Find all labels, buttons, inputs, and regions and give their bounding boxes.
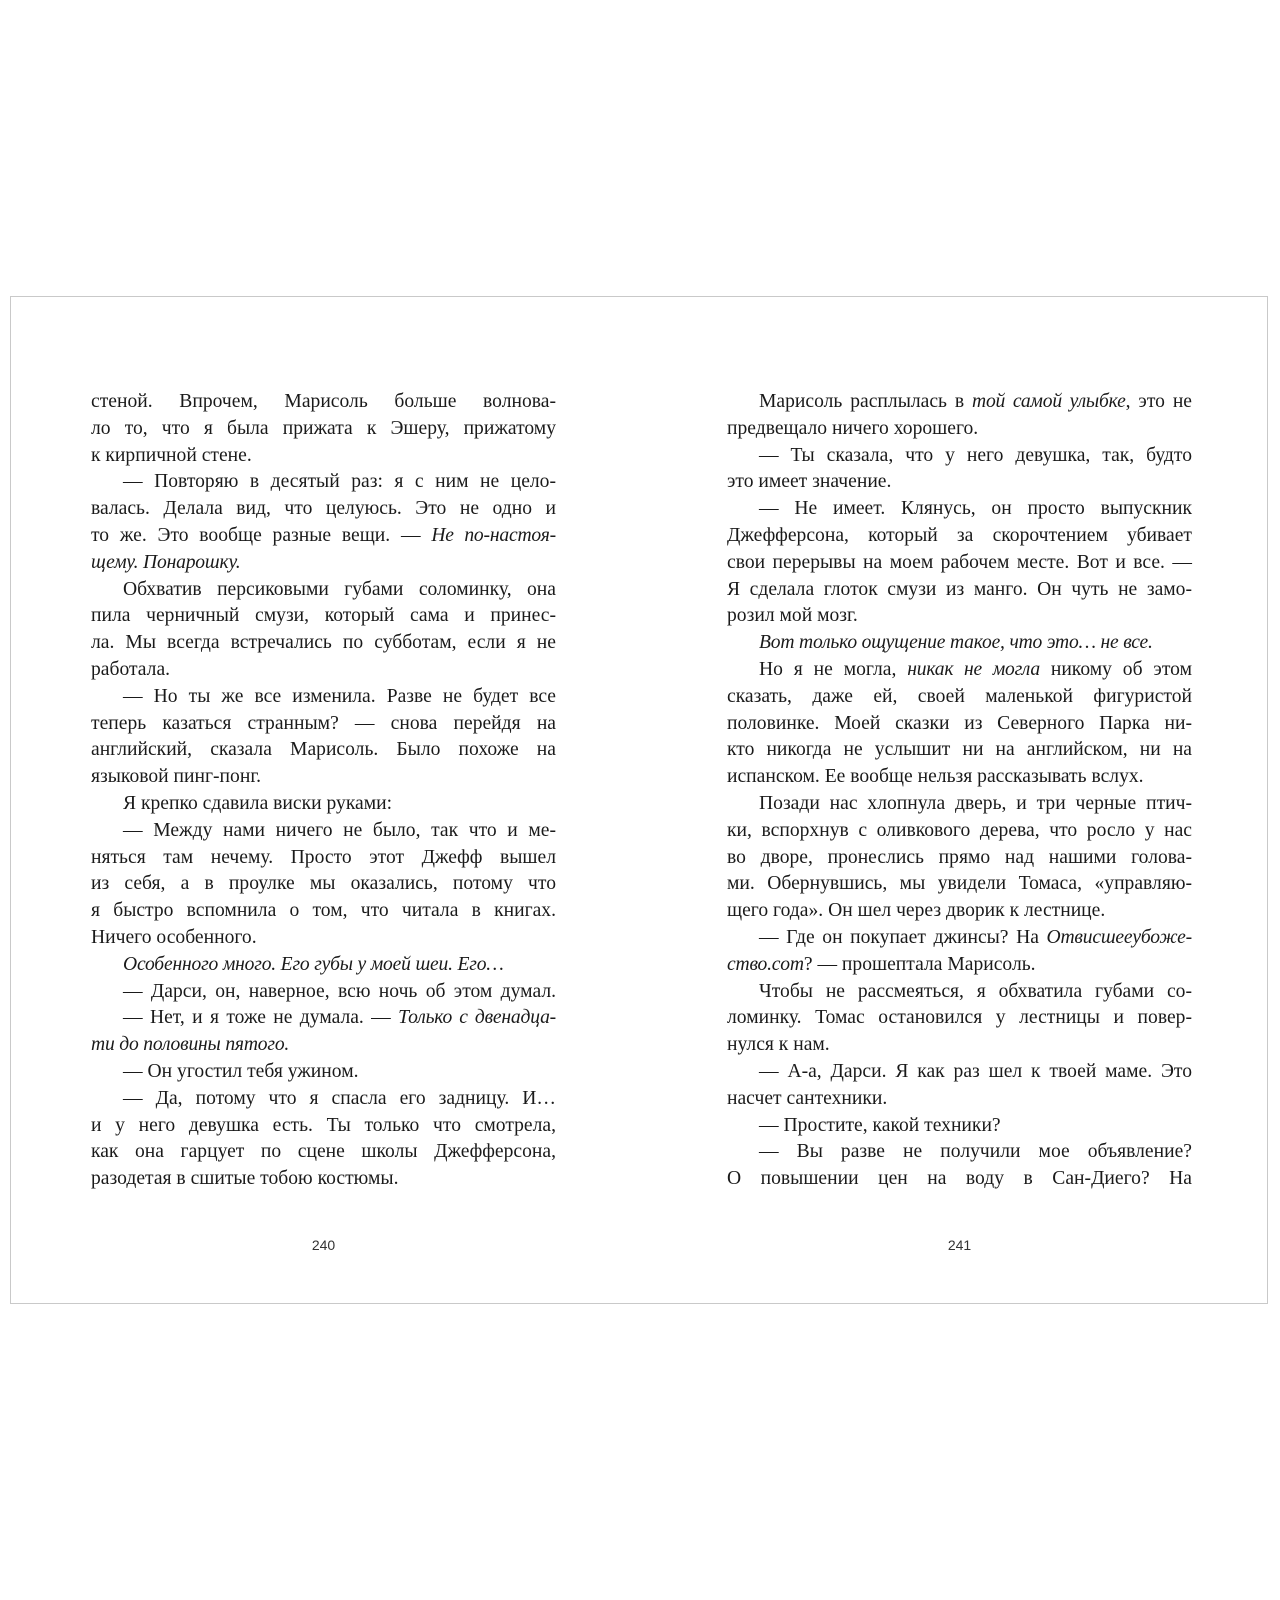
- text-segment: из себя, а в проулке мы оказались, потому что: [91, 873, 556, 895]
- text-line: [91, 416, 556, 443]
- text-line: [727, 389, 1192, 416]
- text-line: [727, 1086, 1192, 1113]
- text-segment: ломинку. Томас остановился у лестницы и повер-: [727, 1007, 1192, 1029]
- text-line: [727, 979, 1192, 1006]
- text-line: [727, 443, 1192, 470]
- text-segment: Позади нас хлопнула дверь, и три черные птич-: [759, 792, 1192, 814]
- text-segment: Джефферсона, который за скорочтением убивает: [727, 524, 1192, 546]
- text-segment: — Нет, и я тоже не думала. —: [123, 1007, 399, 1029]
- text-line: [727, 1113, 1192, 1140]
- text-line: [91, 979, 556, 1006]
- text-line: [727, 1005, 1192, 1032]
- text-segment: — Не имеет. Клянусь, он просто выпускник: [759, 498, 1192, 520]
- text-segment: — Он угостил тебя ужином.: [123, 1060, 359, 1082]
- text-line: [727, 469, 1192, 496]
- text-segment: щего года». Он шел через дворик к лестнице.: [727, 900, 1106, 922]
- text-line: [91, 898, 556, 925]
- text-segment: , это не: [1125, 391, 1192, 412]
- text-line: [727, 1139, 1192, 1166]
- text-line: [91, 1166, 556, 1193]
- text-line: [727, 845, 1192, 872]
- left-page-text: [91, 389, 556, 1193]
- text-line: [727, 1032, 1192, 1059]
- text-line: [91, 550, 556, 577]
- text-segment: ? — прошептала Марисоль.: [803, 953, 1036, 975]
- text-segment: ки, вспорхнув с оливкового дерева, что росло у нас: [727, 819, 1192, 841]
- text-segment: — Дарси, он, наверное, всю ночь об этом думал.: [123, 980, 556, 1002]
- text-segment: ла. Мы всегда встречались по субботам, если я не: [91, 632, 556, 654]
- text-line: [91, 684, 556, 711]
- text-segment: то же. Это вообще разные вещи. —: [91, 524, 432, 546]
- text-line: [91, 603, 556, 630]
- text-segment: — Да, потому что я спасла его задницу. И…: [123, 1087, 556, 1109]
- text-line: [91, 1059, 556, 1086]
- text-line: [727, 577, 1192, 604]
- text-line: [91, 523, 556, 550]
- text-segment: кто никогда не услышит ни на английском, ни на: [727, 739, 1192, 761]
- text-line: [727, 416, 1192, 443]
- text-segment: никому об этом: [1039, 658, 1192, 680]
- text-line: [91, 1032, 556, 1059]
- text-line: [727, 496, 1192, 523]
- text-line: [91, 657, 556, 684]
- text-segment: испанском. Ее вообще нельзя рассказывать вслух.: [727, 766, 1144, 788]
- text-segment: Я сделала глоток смузи из манго. Он чуть не замо-: [727, 578, 1192, 600]
- text-line: [91, 871, 556, 898]
- text-line: [91, 1113, 556, 1140]
- text-segment: — Повторяю в десятый раз: я с ним не цело-: [123, 471, 556, 493]
- text-line: [727, 657, 1192, 684]
- italic-text: Особенного много. Его губы у моей шеи. Его…: [123, 953, 504, 975]
- text-line: [727, 1059, 1192, 1086]
- text-segment: — Вы разве не получили мое объявление?: [759, 1141, 1192, 1163]
- italic-text: Не по-настоя-: [431, 524, 556, 546]
- text-segment: валась. Делала вид, что целуюсь. Это не одно и: [91, 498, 556, 520]
- right-page-text: [727, 389, 1192, 1193]
- text-line: [727, 603, 1192, 630]
- text-segment: языковой пинг-понг.: [91, 766, 262, 788]
- text-segment: свои перерывы на моем рабочем месте. Вот и все. —: [727, 551, 1192, 573]
- text-segment: стеной. Впрочем, Марисоль больше волнова-: [91, 391, 556, 412]
- text-segment: сказать, даже ей, своей маленькой фигуристой: [727, 685, 1192, 707]
- page-number-right: 241: [947, 1237, 972, 1253]
- italic-text: ство.com: [727, 953, 804, 975]
- text-line: [91, 818, 556, 845]
- text-segment: как она гарцует по сцене школы Джефферсона,: [91, 1141, 556, 1163]
- text-segment: я быстро вспомнила о том, что читала в книгах.: [91, 900, 556, 922]
- text-segment: О повышении цен на воду в Сан-Диего? На: [727, 1168, 1192, 1190]
- text-line: [727, 550, 1192, 577]
- text-segment: разодетая в сшитые тобою костюмы.: [91, 1168, 399, 1190]
- text-segment: Я крепко сдавила виски руками:: [123, 792, 393, 814]
- text-line: [91, 577, 556, 604]
- text-line: [91, 711, 556, 738]
- italic-text: никак не могла: [907, 658, 1040, 680]
- text-segment: пила черничный смузи, который сама и принес-: [91, 605, 556, 627]
- text-segment: насчет сантехники.: [727, 1087, 888, 1109]
- italic-text: щему. Понарошку.: [91, 551, 241, 573]
- text-segment: английский, сказала Марисоль. Было похоже на: [91, 739, 556, 761]
- text-line: [91, 1086, 556, 1113]
- text-segment: няться там нечему. Просто этот Джефф вышел: [91, 846, 556, 868]
- text-segment: ми. Обернувшись, мы увидели Томаса, «управляю-: [727, 873, 1192, 895]
- text-segment: половинке. Моей сказки из Северного Парка ни-: [727, 712, 1192, 734]
- text-line: [91, 845, 556, 872]
- text-line: [91, 443, 556, 470]
- italic-text: Только с двенадца-: [398, 1007, 556, 1029]
- italic-text: ти до половины пятого.: [91, 1034, 290, 1056]
- text-line: [91, 925, 556, 952]
- left-page: [91, 389, 556, 1193]
- text-segment: и у него девушка есть. Ты только что смотрела,: [91, 1114, 556, 1136]
- text-line: [91, 1139, 556, 1166]
- text-line: [727, 523, 1192, 550]
- text-line: [727, 952, 1192, 979]
- text-line: [91, 764, 556, 791]
- text-line: [727, 791, 1192, 818]
- text-segment: работала.: [91, 658, 171, 680]
- italic-text: той самой улыбке: [972, 391, 1126, 412]
- text-segment: ло то, что я была прижата к Эшеру, прижатому: [91, 417, 556, 439]
- page-number-left: 240: [311, 1237, 336, 1253]
- text-line: [727, 737, 1192, 764]
- right-page: [727, 389, 1192, 1193]
- text-line: [91, 1005, 556, 1032]
- text-segment: — А-а, Дарси. Я как раз шел к твоей маме. Это: [759, 1060, 1192, 1082]
- text-line: [727, 925, 1192, 952]
- text-line: [727, 630, 1192, 657]
- text-line: [91, 952, 556, 979]
- text-line: [91, 737, 556, 764]
- text-line: [727, 684, 1192, 711]
- text-segment: розил мой мозг.: [727, 605, 858, 627]
- text-segment: предвещало ничего хорошего.: [727, 417, 979, 439]
- text-line: [91, 496, 556, 523]
- text-line: [727, 711, 1192, 738]
- text-segment: — Но ты же все изменила. Разве не будет все: [123, 685, 556, 707]
- text-line: [727, 818, 1192, 845]
- text-segment: — Между нами ничего не было, так что и ме-: [123, 819, 556, 841]
- text-segment: теперь казаться странным? — снова перейдя на: [91, 712, 556, 734]
- text-line: [727, 871, 1192, 898]
- text-segment: — Простите, какой техники?: [759, 1114, 1001, 1136]
- text-segment: Обхватив персиковыми губами соломинку, она: [123, 578, 556, 600]
- text-segment: — Ты сказала, что у него девушка, так, будто: [759, 444, 1192, 466]
- italic-text: Отвисшееубоже-: [1046, 926, 1192, 948]
- text-segment: это имеет значение.: [727, 471, 892, 493]
- text-line: [727, 1166, 1192, 1193]
- text-line: [727, 764, 1192, 791]
- text-line: [91, 630, 556, 657]
- book-spread: [10, 296, 1268, 1304]
- italic-text: Вот только ощущение такое, что это… не все.: [759, 632, 1153, 654]
- text-segment: нулся к нам.: [727, 1034, 830, 1056]
- text-segment: Чтобы не рассмеяться, я обхватила губами со-: [759, 980, 1192, 1002]
- text-segment: — Где он покупает джинсы? На: [759, 926, 1047, 948]
- text-line: [91, 389, 556, 416]
- text-line: [727, 898, 1192, 925]
- text-segment: во дворе, пронеслись прямо над нашими голова-: [727, 846, 1192, 868]
- text-segment: к кирпичной стене.: [91, 444, 252, 466]
- text-segment: Ничего особенного.: [91, 926, 257, 948]
- text-segment: Но я не могла,: [759, 658, 908, 680]
- text-line: [91, 469, 556, 496]
- text-line: [91, 791, 556, 818]
- text-segment: Марисоль расплылась в: [759, 391, 972, 412]
